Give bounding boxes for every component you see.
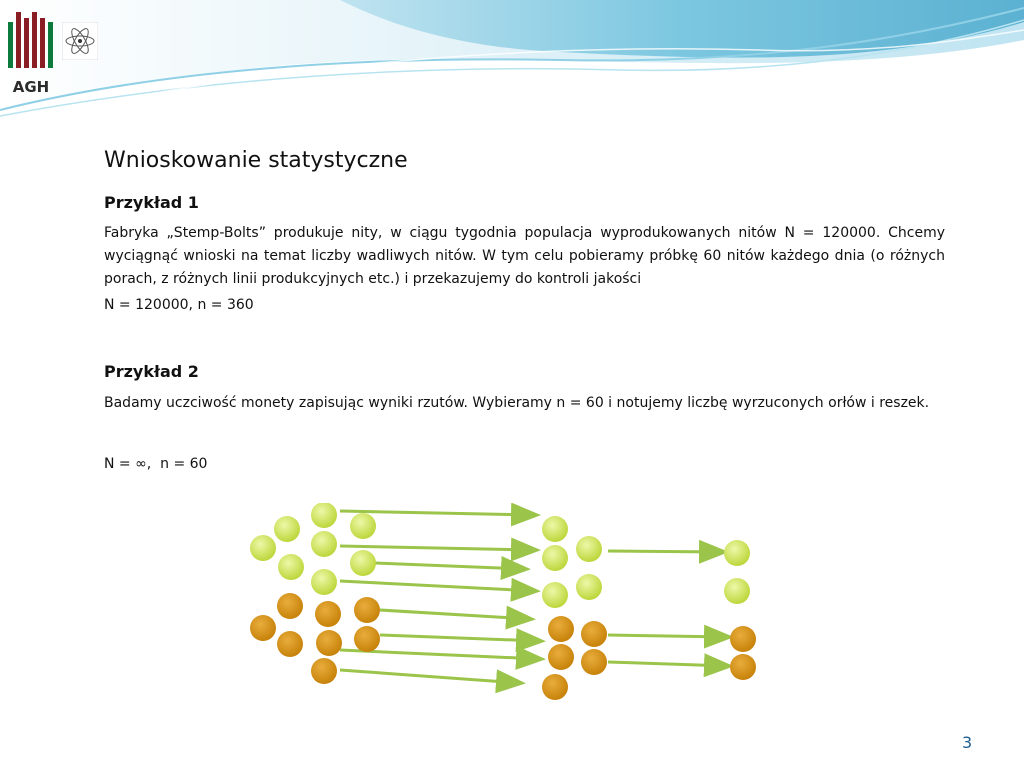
orange-ball — [250, 615, 276, 641]
result-balls — [724, 540, 756, 680]
orange-ball — [277, 631, 303, 657]
green-ball — [542, 582, 568, 608]
green-ball — [542, 545, 568, 571]
orange-ball — [354, 597, 380, 623]
agh-logo-text: AGH — [12, 78, 50, 96]
orange-ball — [277, 593, 303, 619]
orange-ball — [316, 630, 342, 656]
orange-ball — [548, 644, 574, 670]
page-number: 3 — [962, 733, 973, 752]
green-ball — [311, 531, 337, 557]
arrow — [380, 635, 540, 641]
green-ball — [274, 516, 300, 542]
orange-ball — [354, 626, 380, 652]
orange-ball — [542, 674, 568, 700]
arrow — [340, 546, 535, 550]
arrow — [340, 581, 535, 591]
arrow — [608, 635, 728, 637]
atom-icon — [62, 22, 98, 60]
example1-formula: N = 120000, n = 360 — [104, 297, 254, 313]
header-swoosh-decoration — [0, 0, 1024, 120]
arrow — [340, 670, 520, 683]
arrow — [608, 662, 728, 666]
green-ball — [278, 554, 304, 580]
arrow — [608, 551, 723, 552]
green-ball — [724, 540, 750, 566]
orange-ball — [581, 649, 607, 675]
green-ball — [311, 569, 337, 595]
arrow — [380, 610, 530, 619]
green-ball — [311, 503, 337, 528]
example2-formula: N = ∞, n = 60 — [104, 456, 208, 472]
example1-heading: Przykład 1 — [104, 193, 199, 212]
green-ball — [250, 535, 276, 561]
orange-ball — [315, 601, 341, 627]
arrow — [375, 563, 525, 569]
green-ball — [576, 574, 602, 600]
sampling-diagram — [245, 503, 795, 713]
green-ball — [350, 550, 376, 576]
orange-ball — [730, 654, 756, 680]
green-ball — [724, 578, 750, 604]
orange-ball — [581, 621, 607, 647]
arrow — [340, 511, 535, 515]
diagram-arrows — [340, 511, 728, 683]
orange-ball — [548, 616, 574, 642]
orange-ball — [311, 658, 337, 684]
example2-text: Badamy uczciwość monety zapisując wyniki rzutów. Wybieramy n = 60 i notujemy liczbę wyrzuconych orłów i reszek. — [104, 395, 930, 411]
green-ball — [542, 516, 568, 542]
green-ball — [350, 513, 376, 539]
slide-title: Wnioskowanie statystyczne — [104, 148, 408, 173]
sample-balls — [542, 516, 607, 700]
orange-ball — [730, 626, 756, 652]
green-ball — [576, 536, 602, 562]
agh-logo — [4, 4, 58, 96]
example1-text: Fabryka „Stemp-Bolts” produkuje nity, w ciągu tygodnia populacja wyprodukowanych nitów N = 120000. Chcemy wyciągnąć wnioski na temat liczby wadliwych nitów. W tym celu pobieramy próbkę 60 nitów każdego dnia (o różnych porach, z różnych linii produkcyjnych etc.) i przekazujemy do kontroli jakości — [104, 225, 945, 287]
example2-heading: Przykład 2 — [104, 362, 199, 381]
